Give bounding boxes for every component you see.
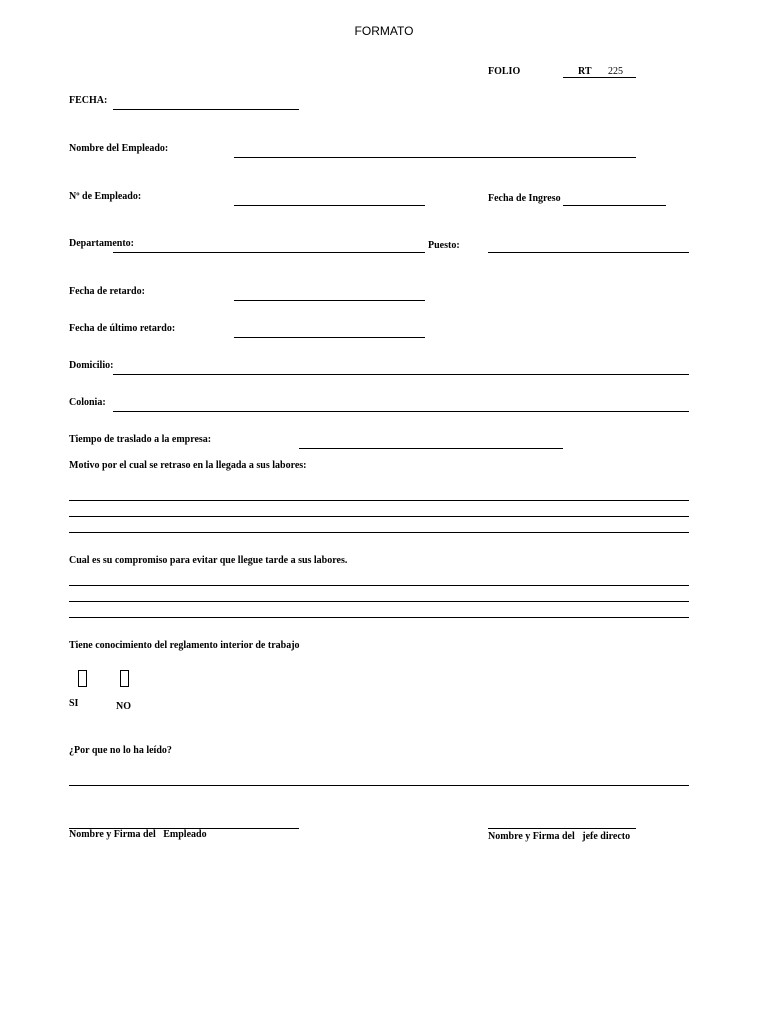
domicilio-field[interactable] bbox=[113, 374, 689, 375]
folio-line bbox=[563, 77, 636, 78]
motivo-line-1[interactable] bbox=[69, 500, 689, 501]
por-que-question: ¿Por que no lo ha leído? bbox=[69, 745, 172, 756]
compromiso-question: Cual es su compromiso para evitar que llegue tarde a sus labores. bbox=[69, 555, 348, 566]
fecha-ultimo-retardo-label: Fecha de último retardo: bbox=[69, 323, 176, 334]
firma-jefe-label: Nombre y Firma del jefe directo bbox=[488, 831, 631, 842]
departamento-label: Departamento: bbox=[69, 238, 134, 249]
num-empleado-field[interactable] bbox=[234, 205, 425, 206]
puesto-label: Puesto: bbox=[428, 240, 460, 251]
form-title: FORMATO bbox=[354, 24, 414, 38]
compromiso-line-1[interactable] bbox=[69, 585, 689, 586]
num-empleado-label: Nº de Empleado: bbox=[69, 191, 142, 202]
por-que-line[interactable] bbox=[69, 785, 689, 786]
reglamento-question: Tiene conocimiento del reglamento interior de trabajo bbox=[69, 640, 300, 651]
fecha-ultimo-retardo-field[interactable] bbox=[234, 337, 425, 338]
fecha-retardo-label: Fecha de retardo: bbox=[69, 286, 145, 297]
fecha-ingreso-field[interactable] bbox=[563, 205, 666, 206]
tiempo-traslado-field[interactable] bbox=[299, 448, 563, 449]
folio-label: FOLIO bbox=[488, 66, 521, 77]
nombre-empleado-field[interactable] bbox=[234, 157, 636, 158]
compromiso-line-2[interactable] bbox=[69, 601, 689, 602]
departamento-field[interactable] bbox=[113, 252, 425, 253]
no-label: NO bbox=[116, 701, 131, 712]
compromiso-line-3[interactable] bbox=[69, 617, 689, 618]
nombre-empleado-label: Nombre del Empleado: bbox=[69, 143, 169, 154]
domicilio-label: Domicilio: bbox=[69, 360, 114, 371]
motivo-question: Motivo por el cual se retraso en la llegada a sus labores: bbox=[69, 460, 307, 471]
motivo-line-2[interactable] bbox=[69, 516, 689, 517]
motivo-line-3[interactable] bbox=[69, 532, 689, 533]
fecha-retardo-field[interactable] bbox=[234, 300, 425, 301]
fecha-field[interactable] bbox=[113, 109, 299, 110]
si-label: SI bbox=[69, 698, 79, 709]
firma-jefe-line[interactable] bbox=[488, 828, 636, 829]
fecha-ingreso-label: Fecha de Ingreso bbox=[488, 193, 561, 204]
puesto-field[interactable] bbox=[488, 252, 689, 253]
colonia-label: Colonia: bbox=[69, 397, 106, 408]
firma-empleado-label: Nombre y Firma del Empleado bbox=[69, 829, 207, 840]
si-checkbox[interactable] bbox=[78, 670, 87, 687]
colonia-field[interactable] bbox=[113, 411, 689, 412]
no-checkbox[interactable] bbox=[120, 670, 129, 687]
folio-prefix: RT bbox=[578, 66, 592, 77]
tiempo-traslado-label: Tiempo de traslado a la empresa: bbox=[69, 434, 212, 445]
fecha-label: FECHA: bbox=[69, 95, 108, 106]
folio-number: 225 bbox=[608, 66, 623, 77]
